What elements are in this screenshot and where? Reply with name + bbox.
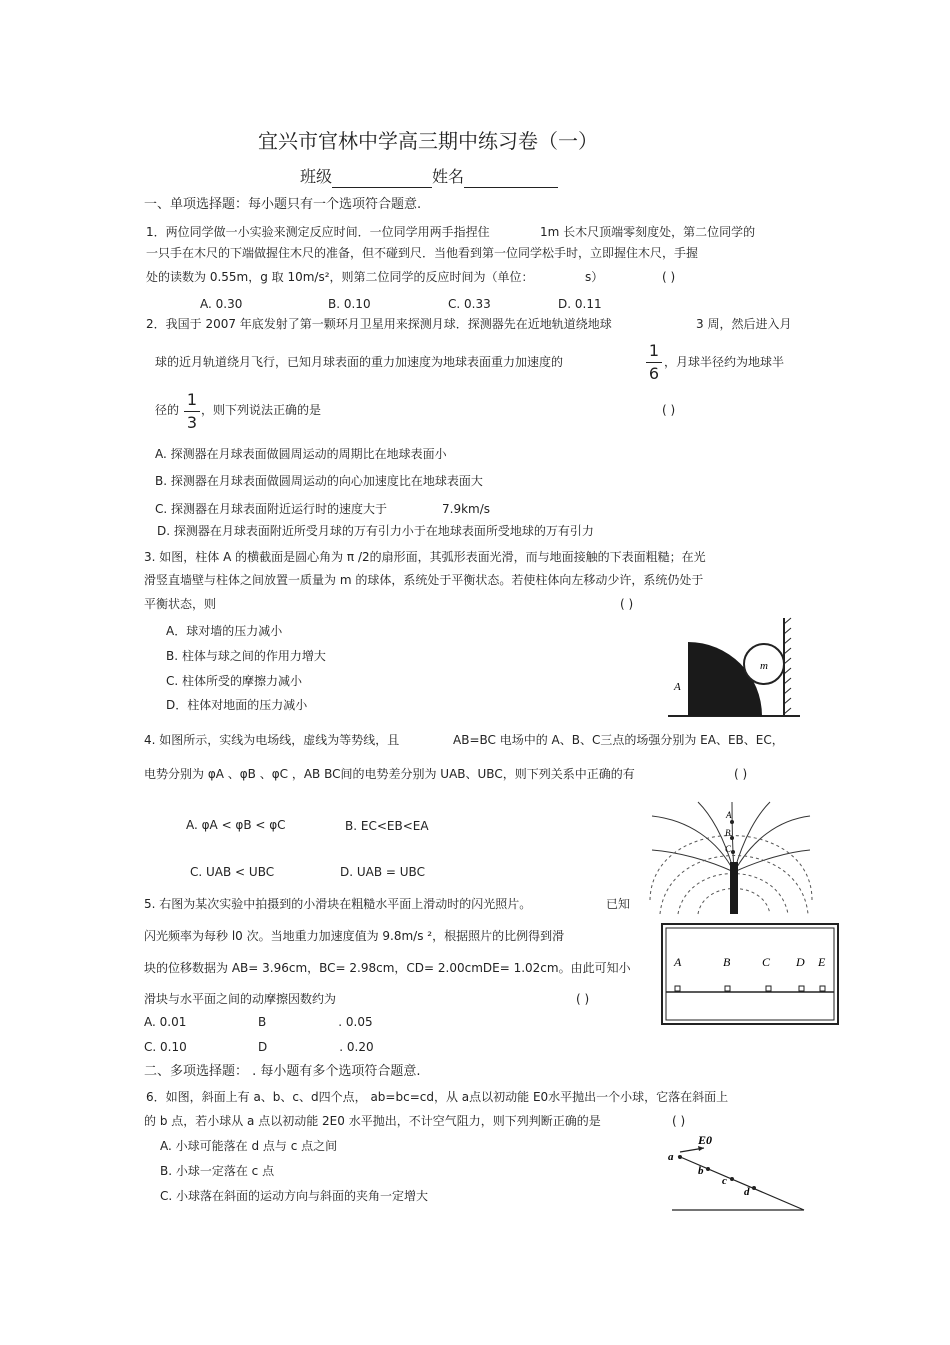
q1-option-b[interactable]: B. 0.10 xyxy=(328,297,371,311)
q3-fig-label-m: m xyxy=(760,660,768,672)
q5-option-d-letter: D xyxy=(258,1040,268,1054)
q5-fig-label-B: B xyxy=(723,955,731,969)
q1-option-d[interactable]: D. 0.11 xyxy=(558,297,602,311)
q1-answer-paren[interactable]: ( ) xyxy=(662,270,676,284)
q3-option-c[interactable]: C. 柱体所受的摩擦力减小 xyxy=(166,674,303,688)
q1-option-c[interactable]: C. 0.33 xyxy=(448,297,491,311)
q2-frac2-numerator: 1 xyxy=(186,390,198,409)
q6-option-a[interactable]: A. 小球可能落在 d 点与 c 点之间 xyxy=(160,1139,338,1153)
q5-line2: 闪光频率为每秒 l0 次。当地重力加速度值为 9.8m/s ²，根据照片的比例得到滑 xyxy=(144,929,565,943)
q2-line1: 2．我国于 2007 年底发射了第一颗环月卫星用来探测月球．探测器先在近地轨道绕地球 xyxy=(146,317,612,331)
q4-option-a[interactable]: A. φA < φB < φC xyxy=(186,818,286,832)
q2-fraction-one-third xyxy=(184,390,200,433)
q4-line1: 4. 如图所示，实线为电场线，虚线为等势线，且 xyxy=(144,733,400,747)
q3-option-a[interactable]: A．球对墙的压力减小 xyxy=(166,624,283,638)
q4-answer-paren[interactable]: ( ) xyxy=(734,767,748,781)
page-title: 宜兴市官林中学高三期中练习卷（一） xyxy=(258,129,598,153)
q3-option-b[interactable]: B. 柱体与球之间的作用力增大 xyxy=(166,649,326,663)
q1-line3: 处的读数为 0.55m，g 取 10m/s²，则第二位同学的反应时间为（单位： xyxy=(146,270,534,284)
q5-photo-frame xyxy=(662,924,838,1024)
q5-line4: 滑块与水平面之间的动摩擦因数约为 xyxy=(144,992,337,1006)
q6-figure-incline xyxy=(664,1128,810,1214)
q3-option-d[interactable]: D．柱体对地面的压力减小 xyxy=(166,698,308,712)
q1-line2: 一只手在木尺的下端做握住木尺的准备，但不碰到尺．当他看到第一位同学松手时，立即握住木尺，手握 xyxy=(146,246,699,260)
q4-option-d[interactable]: D. UAB = UBC xyxy=(340,865,425,879)
q4-line1b: AB=BC 电场中的 A、B、C三点的场强分别为 EA、EB、EC， xyxy=(453,733,784,747)
q6-fig-label-c: c xyxy=(722,1175,727,1187)
q4-figure-electric-field xyxy=(648,800,814,916)
q2-option-c[interactable]: C. 探测器在月球表面附近运行时的速度大于 xyxy=(155,502,388,516)
section-heading-multiple-choice: 二、多项选择题： . 每小题有多个选项符合题意. xyxy=(144,1064,421,1079)
q1-line1b: 1m 长木尺顶端零刻度处，第二位同学的 xyxy=(540,225,756,239)
q5-answer-paren[interactable]: ( ) xyxy=(576,992,590,1006)
q5-option-b[interactable] xyxy=(258,1014,373,1030)
q5-fig-label-C: C xyxy=(762,955,771,969)
q5-option-d-value: . 0.20 xyxy=(339,1040,374,1054)
q5-option-c[interactable]: C. 0.10 xyxy=(144,1040,187,1054)
q3-fig-label-A: A xyxy=(674,681,681,693)
q3-answer-paren[interactable]: ( ) xyxy=(620,597,634,611)
class-label: 班级 xyxy=(300,167,333,186)
q2-frac2-denominator: 3 xyxy=(186,413,198,432)
q5-option-a[interactable]: A. 0.01 xyxy=(144,1015,187,1029)
q4-fig-label-A: A xyxy=(726,810,732,820)
name-field[interactable] xyxy=(464,171,558,188)
q2-option-d[interactable]: D. 探测器在月球表面附近所受月球的万有引力小于在地球表面所受地球的万有引力 xyxy=(157,524,594,538)
q2-fraction-one-sixth xyxy=(646,341,662,384)
q6-line1: 6．如图，斜面上有 a、b、c、d四个点， ab=bc=cd，从 a点以初动能 E0水平抛出一个小球，它落在斜面上 xyxy=(146,1090,729,1104)
q5-fig-label-A: A xyxy=(674,955,682,969)
q4-line2: 电势分别为 φA 、φB 、φC ，AB BC间的电势差分别为 UAB、UBC，则下列关系中正确的有 xyxy=(144,767,635,781)
q5-line1: 5. 右图为某次实验中拍摄到的小滑块在粗糙水平面上滑动时的闪光照片。 xyxy=(144,897,532,911)
name-label: 姓名 xyxy=(432,167,465,186)
q1-option-a[interactable]: A. 0.30 xyxy=(200,297,243,311)
section-heading-single-choice: 一、单项选择题：每小题只有一个选项符合题意. xyxy=(144,197,422,212)
q2-line2b: ，月球半径约为地球半 xyxy=(664,355,785,369)
q5-fig-label-E: E xyxy=(818,955,826,969)
q6-answer-paren[interactable]: ( ) xyxy=(672,1114,686,1128)
q1-unit: s） xyxy=(585,270,604,284)
class-field[interactable] xyxy=(332,171,432,188)
q2-frac1-numerator: 1 xyxy=(648,341,660,360)
q1-line1: 1．两位同学做一小实验来测定反应时间．一位同学用两手指捏住 xyxy=(146,225,490,239)
q5-figure-flash-photo xyxy=(660,922,840,1026)
q6-line2: 的 b 点，若小球从 a 点以初动能 2E0 水平抛出，不计空气阻力，则下列判断正确的是 xyxy=(144,1114,601,1128)
q5-fig-label-D: D xyxy=(796,955,805,969)
q2-line3b: ，则下列说法正确的是 xyxy=(201,403,322,417)
q6-incline-line xyxy=(678,1156,804,1210)
q3-line1: 3. 如图，柱体 A 的横截面是圆心角为 π /2的扇形面，其弧形表面光滑，而与地面接触的下表面粗糙；在光 xyxy=(144,550,706,564)
q2-option-a[interactable]: A. 探测器在月球表面做圆周运动的周期比在地球表面小 xyxy=(155,447,447,461)
q6-option-c[interactable]: C. 小球落在斜面的运动方向与斜面的夹角一定增大 xyxy=(160,1189,429,1203)
q5-line1b: 已知 xyxy=(606,897,631,911)
q6-fig-label-a: a xyxy=(668,1151,674,1163)
q2-option-c-speed: 7.9km/s xyxy=(442,502,491,516)
q2-frac1-denominator: 6 xyxy=(648,364,660,383)
q6-fig-label-E0: E0 xyxy=(698,1133,713,1147)
q2-line1b: 3 周，然后进入月 xyxy=(696,317,792,331)
q2-line3: 径的 xyxy=(155,403,180,417)
q4-charged-rod xyxy=(730,862,738,914)
q4-option-b[interactable]: B. EC<EB<EA xyxy=(345,819,429,833)
q2-line2: 球的近月轨道绕月飞行，已知月球表面的重力加速度为地球表面重力加速度的 xyxy=(155,355,564,369)
q4-fig-label-C: C xyxy=(725,844,732,854)
student-info-line xyxy=(300,166,558,188)
q3-line2: 滑竖直墙壁与柱体之间放置一质量为 m 的球体，系统处于平衡状态。若使柱体向左移动少许，系统仍处于 xyxy=(144,573,704,587)
q6-fig-label-b: b xyxy=(698,1165,704,1177)
q4-option-c[interactable]: C. UAB < UBC xyxy=(190,865,275,879)
q6-option-b[interactable]: B. 小球一定落在 c 点 xyxy=(160,1164,275,1178)
q5-option-b-value: . 0.05 xyxy=(338,1015,373,1029)
q5-line3: 块的位移数据为 AB= 3.96cm，BC= 2.98cm，CD= 2.00cmDE= 1.02cm。由此可知小 xyxy=(144,961,631,975)
q5-option-d[interactable] xyxy=(258,1039,374,1055)
q5-option-b-letter: B xyxy=(258,1015,267,1029)
q2-option-b[interactable]: B. 探测器在月球表面做圆周运动的向心加速度比在地球表面大 xyxy=(155,474,483,488)
q6-fig-label-d: d xyxy=(744,1186,750,1198)
q2-answer-paren[interactable]: ( ) xyxy=(662,403,676,417)
q3-line3: 平衡状态，则 xyxy=(144,597,217,611)
q4-fig-label-B: B xyxy=(725,828,731,838)
q3-figure-cylinder-ball xyxy=(664,612,804,722)
